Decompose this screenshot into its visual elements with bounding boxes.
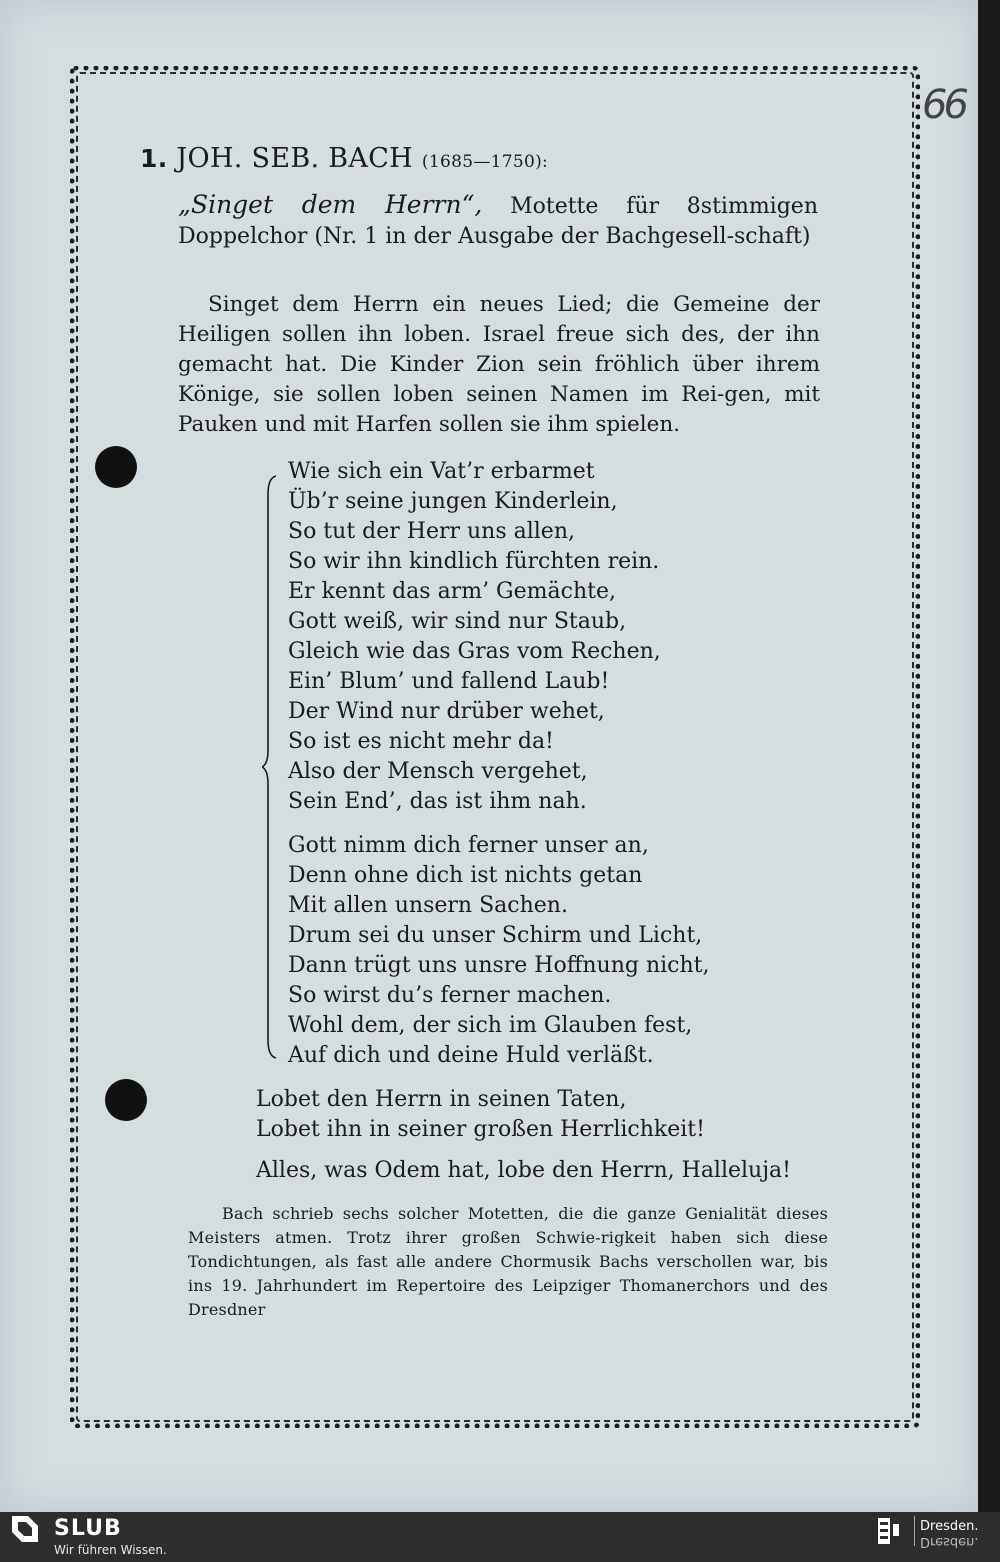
verse-line: So ist es nicht mehr da!	[288, 729, 554, 754]
verse-line: Denn ohne dich ist nichts getan	[288, 863, 643, 888]
verse-line: Gott nimm dich ferner unser an,	[288, 833, 649, 858]
alleluia-line: Alles, was Odem hat, lobe den Herrn, Halleluja!	[256, 1158, 792, 1183]
dresden-label: Dresden.	[920, 1519, 979, 1534]
slub-logo-icon	[10, 1514, 40, 1544]
commentary-note: Bach schrieb sechs solcher Motetten, die die ganze Genialität dieses Meisters atmen. Trotz ihrer großen Schwie-rigkeit haben sich diese Tondichtungen, als fast alle andere Chormusik Bachs verschollen war, bis ins 19. Jahrhundert im Repertoire des Leipziger Thomanerchors und des Dresdner	[188, 1204, 828, 1319]
verse-line: Gleich wie das Gras vom Rechen,	[288, 639, 661, 664]
dresden-label-mirror: Dresden.	[920, 1534, 979, 1549]
verse-line: Also der Mensch vergehet,	[288, 759, 588, 784]
work-description	[178, 190, 818, 252]
verse-line: So tut der Herr uns allen,	[288, 519, 575, 544]
verse-line: Wie sich ein Vat’r erbarmet	[288, 459, 595, 484]
composer-dates: (1685—1750):	[421, 152, 549, 172]
handwritten-page-number: 66	[922, 82, 965, 128]
verse-line: So wir ihn kindlich fürchten rein.	[288, 549, 660, 574]
slub-name: SLUB	[54, 1516, 122, 1541]
verse-line: Gott weiß, wir sind nur Staub,	[288, 609, 627, 634]
verse-line: Wohl dem, der sich im Glauben fest,	[288, 1013, 693, 1038]
praise-lines	[256, 1085, 816, 1145]
piece-number: 1.	[140, 144, 168, 173]
slub-tagline: Wir führen Wissen.	[54, 1543, 167, 1557]
verse-line: Er kennt das arm’ Gemächte,	[288, 579, 616, 604]
dresden-crest-icon	[876, 1516, 904, 1546]
verse-brace	[262, 474, 278, 1060]
scan-edge	[978, 0, 1000, 1512]
work-details: Motette für 8stimmigen Doppelchor (Nr. 1 in der Ausgabe der Bachgesell-schaft)	[178, 194, 818, 249]
verse-line: Sein End’, das ist ihm nah.	[288, 789, 587, 814]
intro-paragraph: Singet dem Herrn ein neues Lied; die Gemeine der Heiligen sollen ihn loben. Israel freue sich des, der ihn gemacht hat. Die Kinder Zion sein fröhlich über ihrem Könige, sie sollen loben seinen Namen im Rei-gen, mit Pauken und mit Harfen sollen sie ihm spielen.	[178, 292, 820, 437]
verse-line: Auf dich und deine Huld verläßt.	[288, 1043, 654, 1068]
verse-line: Ein’ Blum’ und fallend Laub!	[288, 669, 610, 694]
work-title: „Singet dem Herrn“,	[178, 190, 483, 219]
verse-line: Der Wind nur drüber wehet,	[288, 699, 605, 724]
footer-separator	[914, 1516, 915, 1546]
verse-stanza-2	[288, 831, 808, 1071]
verse-stanza-1	[288, 457, 808, 817]
verse-line: So wirst du’s ferner machen.	[288, 983, 612, 1008]
piece-heading	[140, 142, 860, 179]
dresden-wordmark	[920, 1520, 978, 1548]
punch-hole-lower	[105, 1079, 147, 1121]
praise-line: Lobet den Herrn in seinen Taten,	[256, 1087, 627, 1112]
verse-line: Üb’r seine jungen Kinderlein,	[288, 489, 618, 514]
verse-line: Mit allen unsern Sachen.	[288, 893, 568, 918]
praise-line: Lobet ihn in seiner großen Herrlichkeit!	[256, 1117, 705, 1142]
verse-line: Dann trügt uns unsre Hoffnung nicht,	[288, 953, 710, 978]
punch-hole-upper	[95, 446, 137, 488]
composer-name: JOH. SEB. BACH	[176, 143, 414, 174]
verse-line: Drum sei du unser Schirm und Licht,	[288, 923, 703, 948]
